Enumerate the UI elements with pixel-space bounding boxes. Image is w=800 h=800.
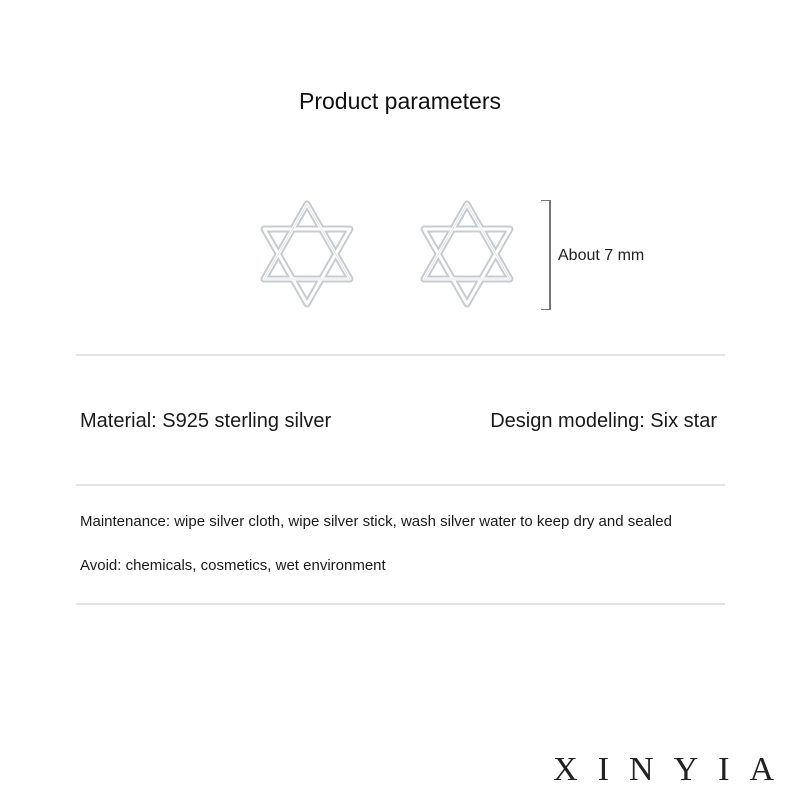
avoid-text: Avoid: chemicals, cosmetics, wet environment xyxy=(80,557,386,574)
page-title: Product parameters xyxy=(299,88,501,114)
divider xyxy=(76,603,725,605)
six-star-earring-icon xyxy=(251,198,363,310)
divider xyxy=(76,484,725,486)
divider xyxy=(76,354,725,356)
maintenance-text: Maintenance: wipe silver cloth, wipe silver stick, wash silver water to keep dry and sealed xyxy=(80,513,672,530)
brand-logo: XINYIA xyxy=(553,751,794,788)
size-label: About 7 mm xyxy=(558,247,645,264)
size-bracket xyxy=(541,200,551,310)
material-spec: Material: S925 sterling silver xyxy=(80,410,332,432)
six-star-earring-icon xyxy=(411,198,523,310)
design-spec: Design modeling: Six star xyxy=(490,410,717,432)
